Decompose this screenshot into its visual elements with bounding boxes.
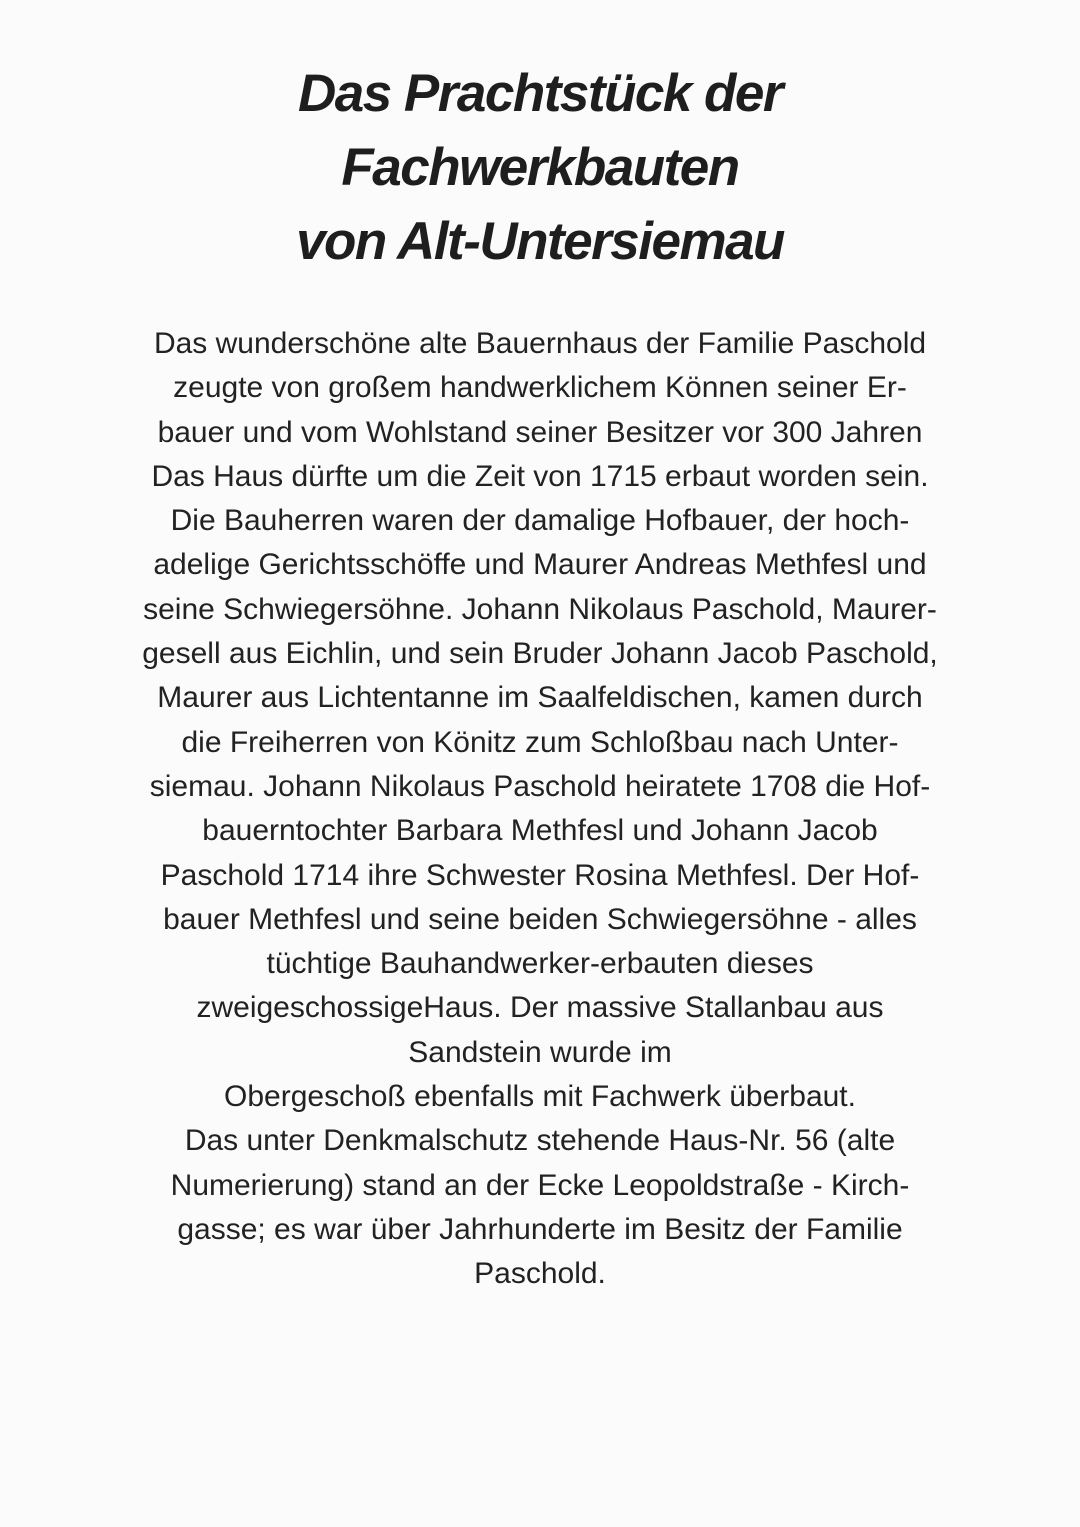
body-line: tüchtige Bauhandwerker-erbauten dieses: [266, 947, 814, 981]
body-line: Paschold.: [474, 1257, 606, 1291]
body-line: Maurer aus Lichtentanne im Saalfeldischen, kamen durch: [157, 681, 923, 715]
body-line: siemau. Johann Nikolaus Paschold heiratete 1708 die Hof-: [149, 769, 931, 803]
body-line: gasse; es war über Jahrhunderte im Besitz der Familie: [177, 1212, 903, 1246]
body-line: Das unter Denkmalschutz stehende Haus-Nr. 56 (alte: [184, 1124, 896, 1158]
body-line: Paschold 1714 ihre Schwester Rosina Methfesl. Der Hof-: [160, 858, 920, 892]
body-line: zeugte von großem handwerklichem Können seiner Er-: [173, 371, 907, 405]
body-line: Das wunderschöne alte Bauernhaus der Familie Paschold: [153, 327, 927, 360]
body-line: zweigeschossigeHaus. Der massive Stallanbau aus: [196, 991, 884, 1025]
body-line: die Freiherren von Könitz zum Schloßbau nach Unter-: [181, 725, 899, 759]
body-paragraph: [90, 322, 990, 1297]
body-line: bauer Methfesl und seine beiden Schwiegersöhne - alles: [163, 902, 917, 936]
body-line: Numerierung) stand an der Ecke Leopoldstraße - Kirch-: [170, 1168, 910, 1202]
body-line: Das Haus dürfte um die Zeit von 1715 erbaut worden sein.: [151, 459, 929, 493]
body-line: bauerntochter Barbara Methfesl und Johann Jacob: [202, 814, 878, 848]
body-line: bauer und vom Wohlstand seiner Besitzer vor 300 Jahren: [157, 415, 923, 449]
body-line: Sandstein wurde im: [408, 1035, 672, 1069]
page-title: [0, 57, 1080, 279]
body-line: seine Schwiegersöhne. Johann Nikolaus Paschold, Maurer-: [143, 592, 937, 626]
body-line: Obergeschoß ebenfalls mit Fachwerk überbaut.: [224, 1080, 856, 1114]
body-line: adelige Gerichtsschöffe und Maurer Andreas Methfesl und: [153, 548, 927, 582]
title-line: von Alt-Untersiemau: [296, 212, 784, 271]
body-line: Die Bauherren waren der damalige Hofbauer, der hoch-: [170, 504, 910, 538]
title-line: Fachwerkbauten: [341, 138, 739, 197]
body-line: gesell aus Eichlin, und sein Bruder Johann Jacob Paschold,: [142, 637, 938, 671]
title-line: Das Prachtstück der: [297, 64, 783, 123]
